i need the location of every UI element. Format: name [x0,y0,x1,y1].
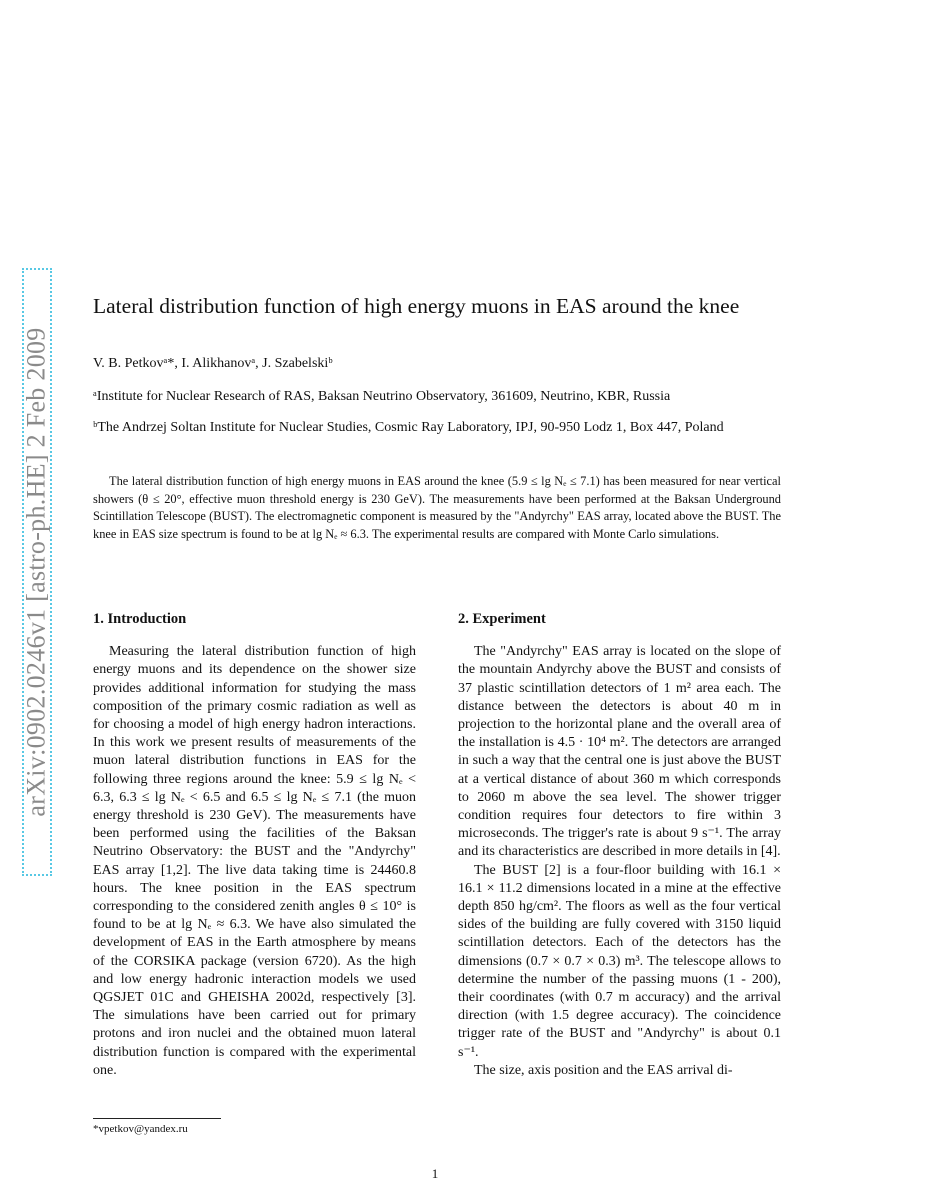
affiliation-b: ᵇThe Andrzej Soltan Institute for Nuclear Studies, Cosmic Ray Laboratory, IPJ, 90-950 Lodz 1, Box 447, Poland [93,420,724,435]
arxiv-id: arXiv:0902.0246v1 [astro-ph.HE] 2 Feb 2009 [22,327,52,817]
paragraph: The "Andyrchy" EAS array is located on the slope of the mountain Andyrchy above the BUST and consists of 37 plastic scintillation detectors of 1 m² area each. The distance between the detectors is about 40 m in projection to the horizontal plane and the overall area of the installation is 4.5 · 10⁴ m². The detectors are arranged in such a way that the central one is just above the BUST at a vertical distance of about 360 m which corresponds to 2060 m above the sea level. The shower trigger condition requires four detectors to fire within 3 microseconds. The trigger's rate is about 9 s⁻¹. The array and its characteristics are described in more details in [4]. [458,644,781,860]
paragraph: The BUST [2] is a four-floor building with 16.1 × 16.1 × 11.2 dimensions located in a mine at the effective depth 850 hg/cm². The floors as well as the four vertical sides of the building are fully covered with 3150 liquid scintillation detectors. Each of the detectors has the dimensions (0.7 × 0.7 × 0.3) m³. The telescope allows to determine the number of the passing muons (1 - 200), their coordinates (with 0.7 m accuracy) and the arrival direction (with 1.5 degree accuracy). The coincidence trigger rate of the BUST and "Andyrchy" is about 0.1 s⁻¹. [458,862,781,1060]
affiliation-a: ᵃInstitute for Nuclear Research of RAS, Baksan Neutrino Observatory, 361609, Neutrino, KBR, Russia [93,389,671,404]
column-right [458,610,781,1080]
footnote: *vpetkov@yandex.ru [93,1123,188,1135]
footnote-rule [93,1118,221,1119]
paragraph: The size, axis position and the EAS arrival di- [474,1062,733,1078]
abstract: The lateral distribution function of high energy muons in EAS around the knee (5.9 ≤ lg Nₑ ≤ 7.1) has been measured for near vertical showers (θ ≤ 20°, effective muon threshold energy is 230 GeV). The measurements have been performed at the Baksan Underground Scintillation Telescope (BUST). The electromagnetic component is measured by the "Andyrchy" EAS array, located above the BUST. The knee in EAS size spectrum is found to be at lg Nₑ ≈ 6.3. The experimental results are compared with Monte Carlo simulations. [93,474,781,541]
column-left [93,610,416,1080]
paragraph: Measuring the lateral distribution function of high energy muons and its dependence on the shower size provides additional information for studying the mass composition of the primary cosmic radiation as well as for choosing a model of high energy hadron interactions. In this work we present results of measurements of the muon lateral distribution functions in EAS for the following three regions around the knee: 5.9 ≤ lg Nₑ < 6.3, 6.3 ≤ lg Nₑ < 6.5 and 6.5 ≤ lg Nₑ ≤ 7.1 (the muon energy threshold is 230 GeV). The measurements have been performed using the facilities of the Baksan Neutrino Observatory: the BUST and the "Andyrchy" EAS array [1,2]. The live data taking time is 24460.8 hours. The knee position in the EAS spectrum corresponding to the considered zenith angles θ ≤ 10° is found to be at lg Nₑ ≈ 6.3. We have also simulated the development of EAS in the Earth atmosphere by means of the CORSIKA package (version 6720). As the high and low energy hadronic interaction models we used QGSJET 01C and GHEISHA 2002d, respectively [3]. The simulations have been carried out for primary protons and iron nuclei and the obtained muon lateral distribution function is compared with the experimental one. [93,644,416,1078]
page-number: 1 [431,1166,439,1181]
arxiv-stamp [22,268,52,876]
section-heading-experiment: 2. Experiment [458,611,546,627]
section-heading-introduction: 1. Introduction [93,611,187,627]
paper-title: Lateral distribution function of high energy muons in EAS around the knee [93,294,740,318]
authors: V. B. Petkovᵃ*, I. Alikhanovᵃ, J. Szabelskiᵇ [93,356,333,371]
